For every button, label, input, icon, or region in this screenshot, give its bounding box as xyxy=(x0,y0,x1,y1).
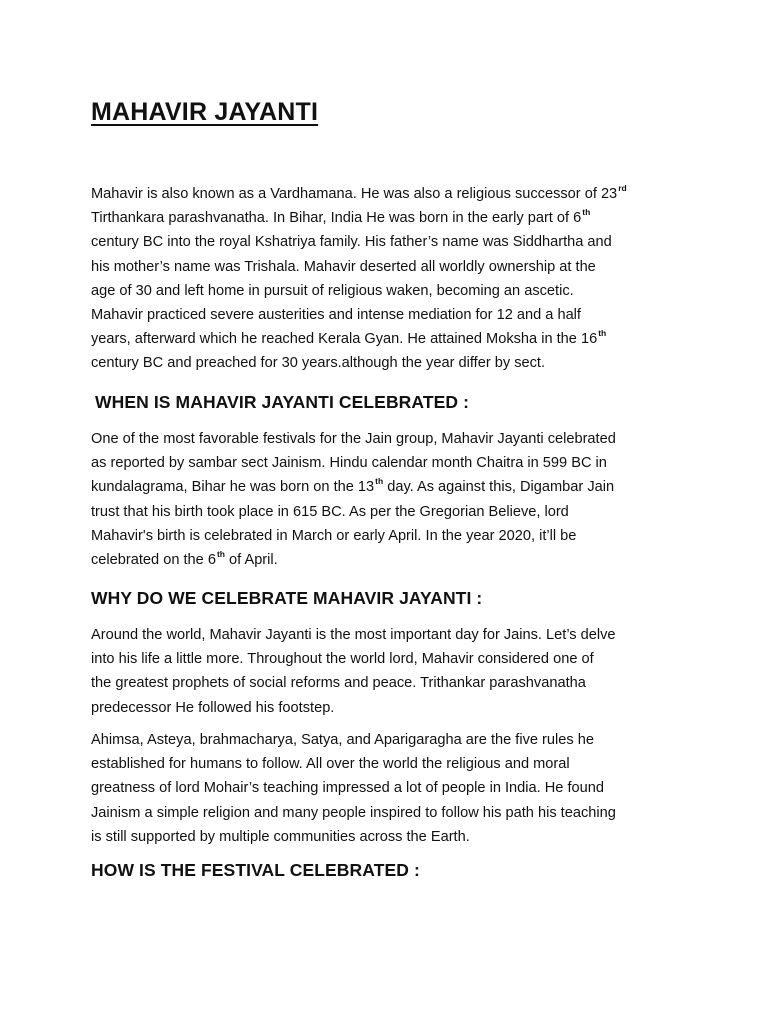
text-line: Jainism a simple religion and many people inspired to follow his path his teaching xyxy=(91,804,616,821)
text-line: celebrated on the 6th of April. xyxy=(91,548,278,568)
text-line: century BC and preached for 30 years.although the year differ by sect. xyxy=(91,355,546,372)
text-line: trust that his birth took place in 615 BC. As per the Gregorian Believe, lord xyxy=(91,503,569,520)
text-line: his mother’s name was Trishala. Mahavir deserted all worldly ownership at the xyxy=(91,258,596,275)
text-line: Around the world, Mahavir Jayanti is the most important day for Jains. Let’s delve xyxy=(91,627,616,643)
why-paragraph-2 xyxy=(91,728,616,849)
text-line: is still supported by multiple communities across the Earth. xyxy=(91,828,470,845)
text-line: Mahavir practiced severe austerities and intense mediation for 12 and a half xyxy=(91,306,581,323)
text-line: into his life a little more. Throughout the world lord, Mahavir considered one of xyxy=(91,651,594,668)
when-paragraph xyxy=(91,427,616,572)
text-line: established for humans to follow. All over the world the religious and moral xyxy=(91,756,570,773)
text-line: Ahimsa, Asteya, brahmacharya, Satya, and Aparigaragha are the five rules he xyxy=(91,732,594,748)
text-line: predecessor He followed his footstep. xyxy=(91,699,335,716)
why-paragraph-1 xyxy=(91,623,616,720)
text-line: kundalagrama, Bihar he was born on the 13th day. As against this, Digambar Jain xyxy=(91,476,615,496)
text-line: as reported by sambar sect Jainism. Hindu calendar month Chaitra in 599 BC in xyxy=(91,455,607,472)
text-line: century BC into the royal Kshatriya family. His father’s name was Siddhartha and xyxy=(91,234,612,251)
section-heading-how: HOW IS THE FESTIVAL CELEBRATED : xyxy=(91,860,420,880)
text-line: Mahavir is also known as a Vardhamana. He was also a religious successor of 23rd xyxy=(91,183,627,202)
section-heading-why: WHY DO WE CELEBRATE MAHAVIR JAYANTI : xyxy=(91,588,483,608)
text-line: years, afterward which he reached Kerala Gyan. He attained Moksha in the 16th xyxy=(91,328,607,348)
text-line: age of 30 and left home in pursuit of religious waken, becoming an ascetic. xyxy=(91,282,574,299)
text-line: One of the most favorable festivals for the Jain group, Mahavir Jayanti celebrated xyxy=(91,431,616,447)
page-title: MAHAVIR JAYANTI xyxy=(91,98,319,126)
text-line: Mahavir's birth is celebrated in March or early April. In the year 2020, it’ll be xyxy=(91,527,577,544)
section-heading-when: WHEN IS MAHAVIR JAYANTI CELEBRATED : xyxy=(95,392,470,412)
intro-paragraph xyxy=(91,182,627,376)
text-line: Tirthankara parashvanatha. In Bihar, India He was born in the early part of 6th xyxy=(91,207,591,227)
text-line: greatness of lord Mohair’s teaching impressed a lot of people in India. He found xyxy=(91,780,604,797)
text-line: the greatest prophets of social reforms and peace. Trithankar parashvanatha xyxy=(91,675,586,692)
